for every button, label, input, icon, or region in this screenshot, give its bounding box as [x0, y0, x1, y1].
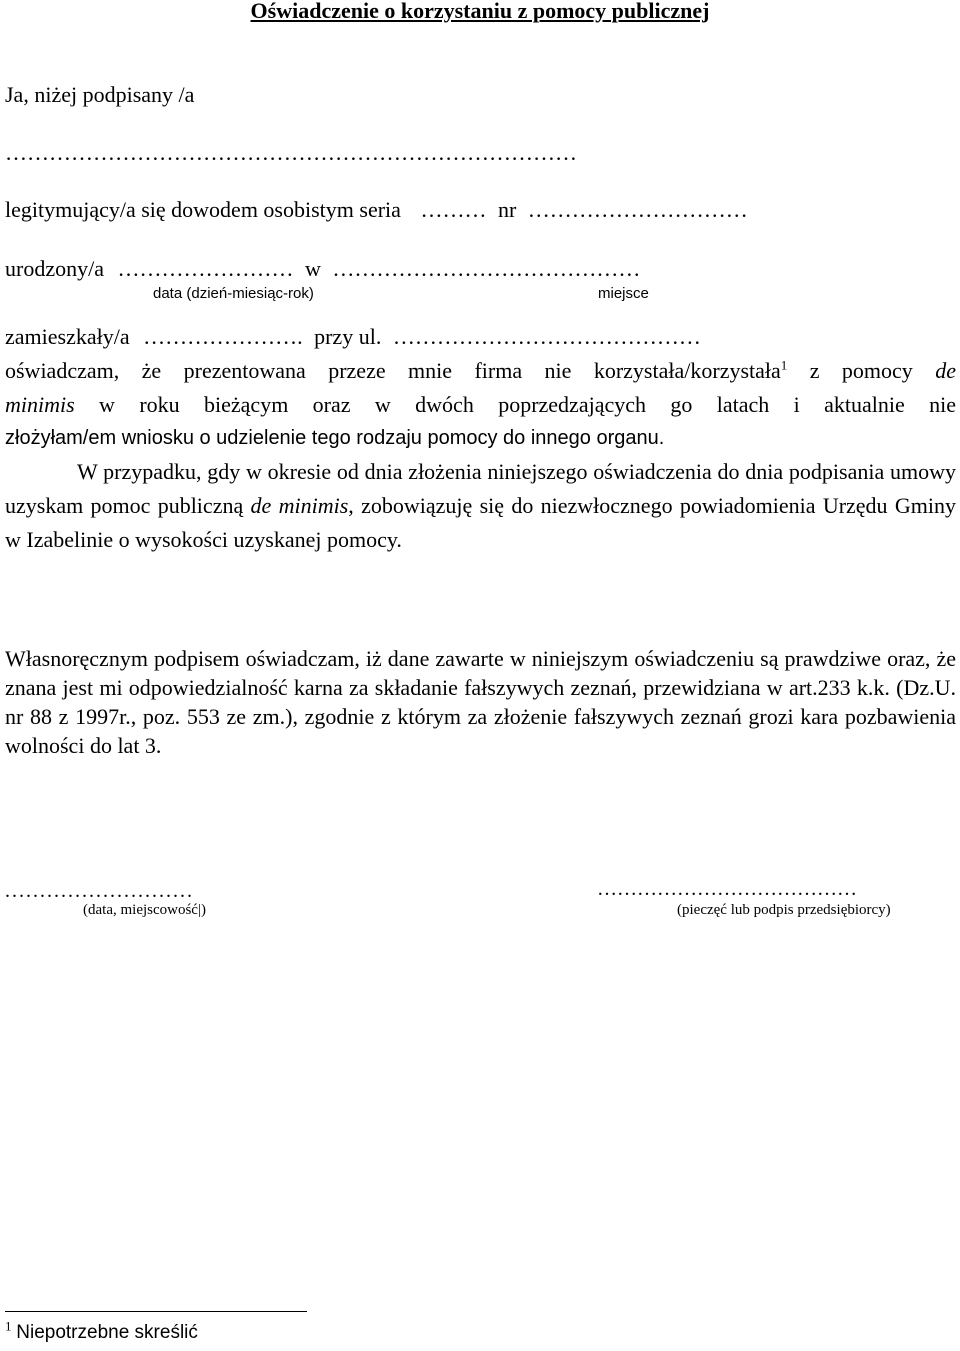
birth-line — [5, 256, 640, 282]
birth-date-field[interactable]: …………………… — [117, 256, 294, 281]
stamp-signature-line[interactable]: ………………………………… — [597, 878, 857, 900]
obligation-paragraph: W przypadku, gdy w okresie od dnia złożenia niniejszego oświadczenia do dnia podpisania umowy uzyskam pomoc publiczną de minimis, zobowiązuję się do niezwłocznego powiadomienia Urzędu Gminy w Izabelinie o wysokości uzyskanej pomocy. — [5, 459, 956, 552]
date-place-signature-line[interactable]: ........................... — [5, 880, 194, 902]
footnote — [5, 1318, 198, 1344]
footnote-divider — [5, 1311, 307, 1312]
address-line — [5, 324, 701, 350]
birth-place-field[interactable]: …………………………………… — [332, 256, 641, 281]
address-city-field[interactable]: …………………. — [143, 324, 303, 349]
id-line — [5, 197, 748, 223]
id-number-label: nr — [497, 197, 517, 222]
id-number-field[interactable]: ………………………… — [527, 197, 748, 222]
birth-place-caption: miejsce — [598, 285, 649, 302]
birth-date-caption: data (dzień-miesiąc-rok) — [153, 285, 314, 302]
declaration-line-2: minimis w roku bieżącym oraz w dwóch poprzedzających go latach i aktualnie nie — [5, 392, 956, 417]
footnote-ref: 1 — [780, 357, 788, 373]
street-label: przy ul. — [314, 324, 382, 349]
name-fill-line[interactable]: …………………………………………………………………… — [5, 140, 577, 165]
footnote-mark: 1 — [5, 1318, 12, 1334]
page-title: Oświadczenie o korzystaniu z pomocy publicznej — [250, 0, 710, 23]
liability-paragraph: Własnoręcznym podpisem oświadczam, iż dane zawarte w niniejszym oświadczeniu są prawdziwe oraz, że znana jest mi odpowiedzialność karna za składanie fałszywych zeznań, przewidziana w art.233 k.k. (Dz.U. nr 88 z 1997r., poz. 553 ze zm.), zgodnie z którym za złożenie fałszywych zeznań grozi kara pozbawienia wolności do lat 3. — [5, 646, 956, 758]
declarant-intro: Ja, niżej podpisany /a — [5, 82, 195, 107]
declaration-line-3: złożyłam/em wniosku o udzielenie tego rodzaju pomocy do innego organu. — [5, 427, 665, 449]
address-label: zamieszkały/a — [5, 324, 130, 349]
footnote-text: Niepotrzebne skreślić — [16, 1322, 198, 1343]
birth-place-label: w — [304, 256, 321, 281]
birth-label: urodzony/a — [5, 256, 104, 281]
date-place-caption: (data, miejscowość|) — [83, 902, 206, 918]
stamp-signature-caption: (pieczęć lub podpis przedsiębiorcy) — [677, 902, 891, 918]
id-label: legitymujący/a się dowodem osobistym seria — [5, 197, 401, 222]
declaration-line-1: oświadczam, że prezentowana przeze mnie firma nie korzystała/korzystała$^1$ z pomocy de — [5, 357, 956, 383]
id-series-field[interactable]: ……… — [420, 197, 487, 222]
street-field[interactable]: …………………………………… — [392, 324, 701, 349]
